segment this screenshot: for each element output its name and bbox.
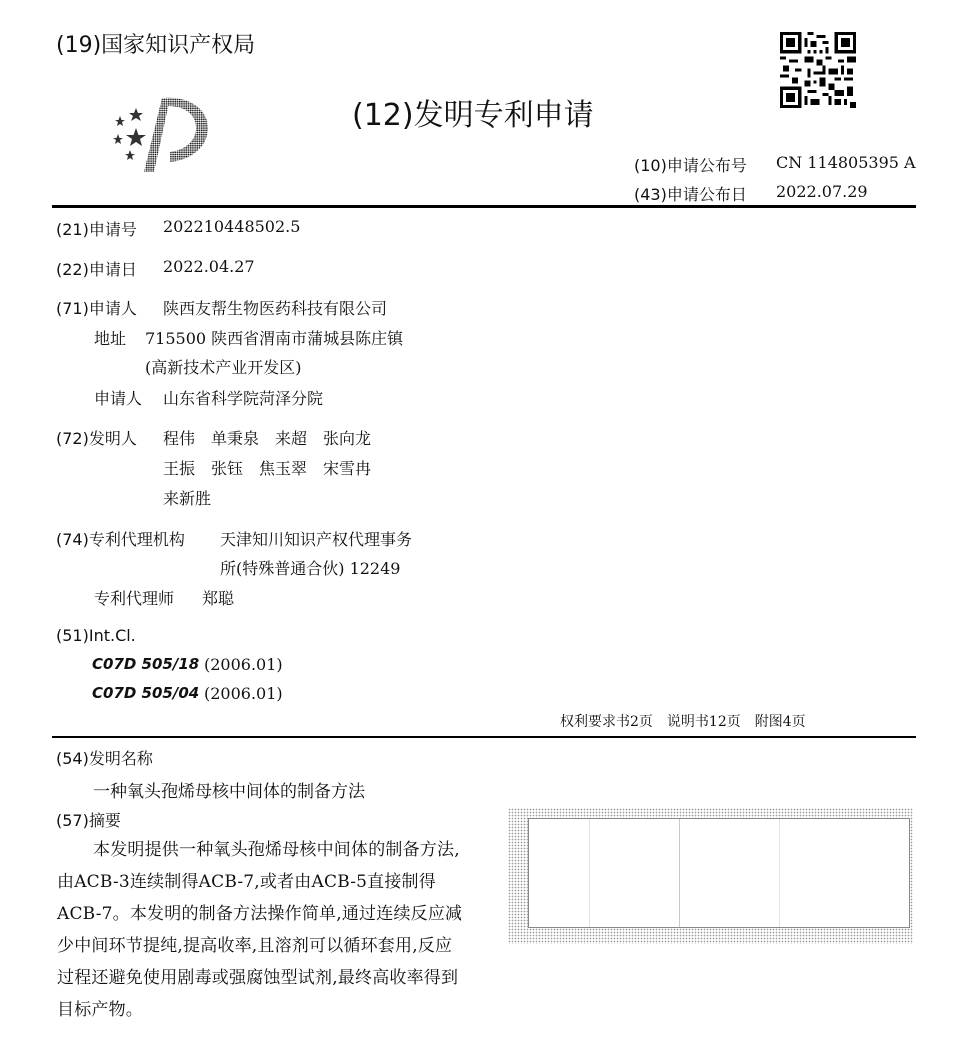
- inventor-line-2: 王振 张钰 焦玉翠 宋雪冉: [163, 459, 372, 478]
- agency-line-2: 所(特殊普通合伙) 12249: [220, 559, 401, 578]
- office-name: (19)国家知识产权局: [56, 33, 256, 58]
- inventor-line-1: 程伟 单秉泉 来超 张向龙: [163, 429, 372, 448]
- invention-title-label: (54)发明名称: [56, 749, 153, 768]
- figure-peak-line: [679, 819, 680, 927]
- abstract-label: (57)摘要: [56, 811, 121, 830]
- address-line-1: 715500 陕西省渭南市蒲城县陈庄镇: [145, 329, 404, 348]
- publication-number-label: (10)申请公布号: [634, 156, 747, 175]
- address-line-2: (高新技术产业开发区): [145, 358, 302, 377]
- publication-date-label: (43)申请公布日: [634, 185, 747, 204]
- inventor-line-3: 来新胜: [163, 489, 212, 508]
- patent-agent-label: 专利代理师: [94, 589, 175, 608]
- section-divider: [52, 736, 916, 738]
- int-cl-label: (51)Int.Cl.: [56, 626, 136, 645]
- application-date-value: 2022.04.27: [163, 257, 255, 276]
- ipc-code-2: C07D 505/04: [92, 684, 200, 702]
- application-date-label: (22)申请日: [56, 260, 137, 279]
- applicant-label: (71)申请人: [56, 299, 137, 318]
- ipc-year-2: (2006.01): [204, 684, 283, 703]
- publication-date-value: 2022.07.29: [776, 182, 868, 201]
- abstract-text: 本发明提供一种氧头孢烯母核中间体的制备方法,由ACB-3连续制得ACB-7,或者由ACB-5直接制得ACB-7。本发明的制备方法操作简单,通过连续反应减少中间环节提纯,提高收率,且溶剂可以循环套用,反应过程还避免使用剧毒或强腐蚀型试剂,最终高收率得到目标产物。: [57, 840, 463, 1020]
- figure-plot-area: [528, 818, 910, 928]
- figure-grid-line: [589, 819, 590, 927]
- ipc-code-1: C07D 505/18: [92, 655, 200, 673]
- second-applicant-label: 申请人: [94, 389, 143, 408]
- applicant-value: 陕西友帮生物医药科技有限公司: [163, 299, 388, 318]
- publication-number-value: CN 114805395 A: [776, 153, 916, 172]
- invention-title: 一种氧头孢烯母核中间体的制备方法: [93, 782, 365, 802]
- cnipa-logo: [106, 94, 216, 176]
- agency-label: (74)专利代理机构: [56, 530, 185, 549]
- patent-agent-value: 郑聪: [202, 589, 235, 608]
- document-type: (12)发明专利申请: [352, 98, 594, 133]
- application-number-label: (21)申请号: [56, 220, 137, 239]
- abstract-figure: [508, 808, 913, 944]
- address-label: 地址: [94, 329, 127, 348]
- ipc-year-1: (2006.01): [204, 655, 283, 674]
- application-number-value: 202210448502.5: [163, 217, 301, 236]
- second-applicant-value: 山东省科学院菏泽分院: [163, 389, 324, 408]
- agency-line-1: 天津知川知识产权代理事务: [220, 530, 413, 549]
- header-divider: [52, 205, 916, 208]
- figure-grid-line: [779, 819, 780, 927]
- page-count-summary: 权利要求书2页 说明书12页 附图4页: [560, 714, 806, 730]
- inventor-label: (72)发明人: [56, 429, 137, 448]
- qr-code-icon: [780, 32, 856, 108]
